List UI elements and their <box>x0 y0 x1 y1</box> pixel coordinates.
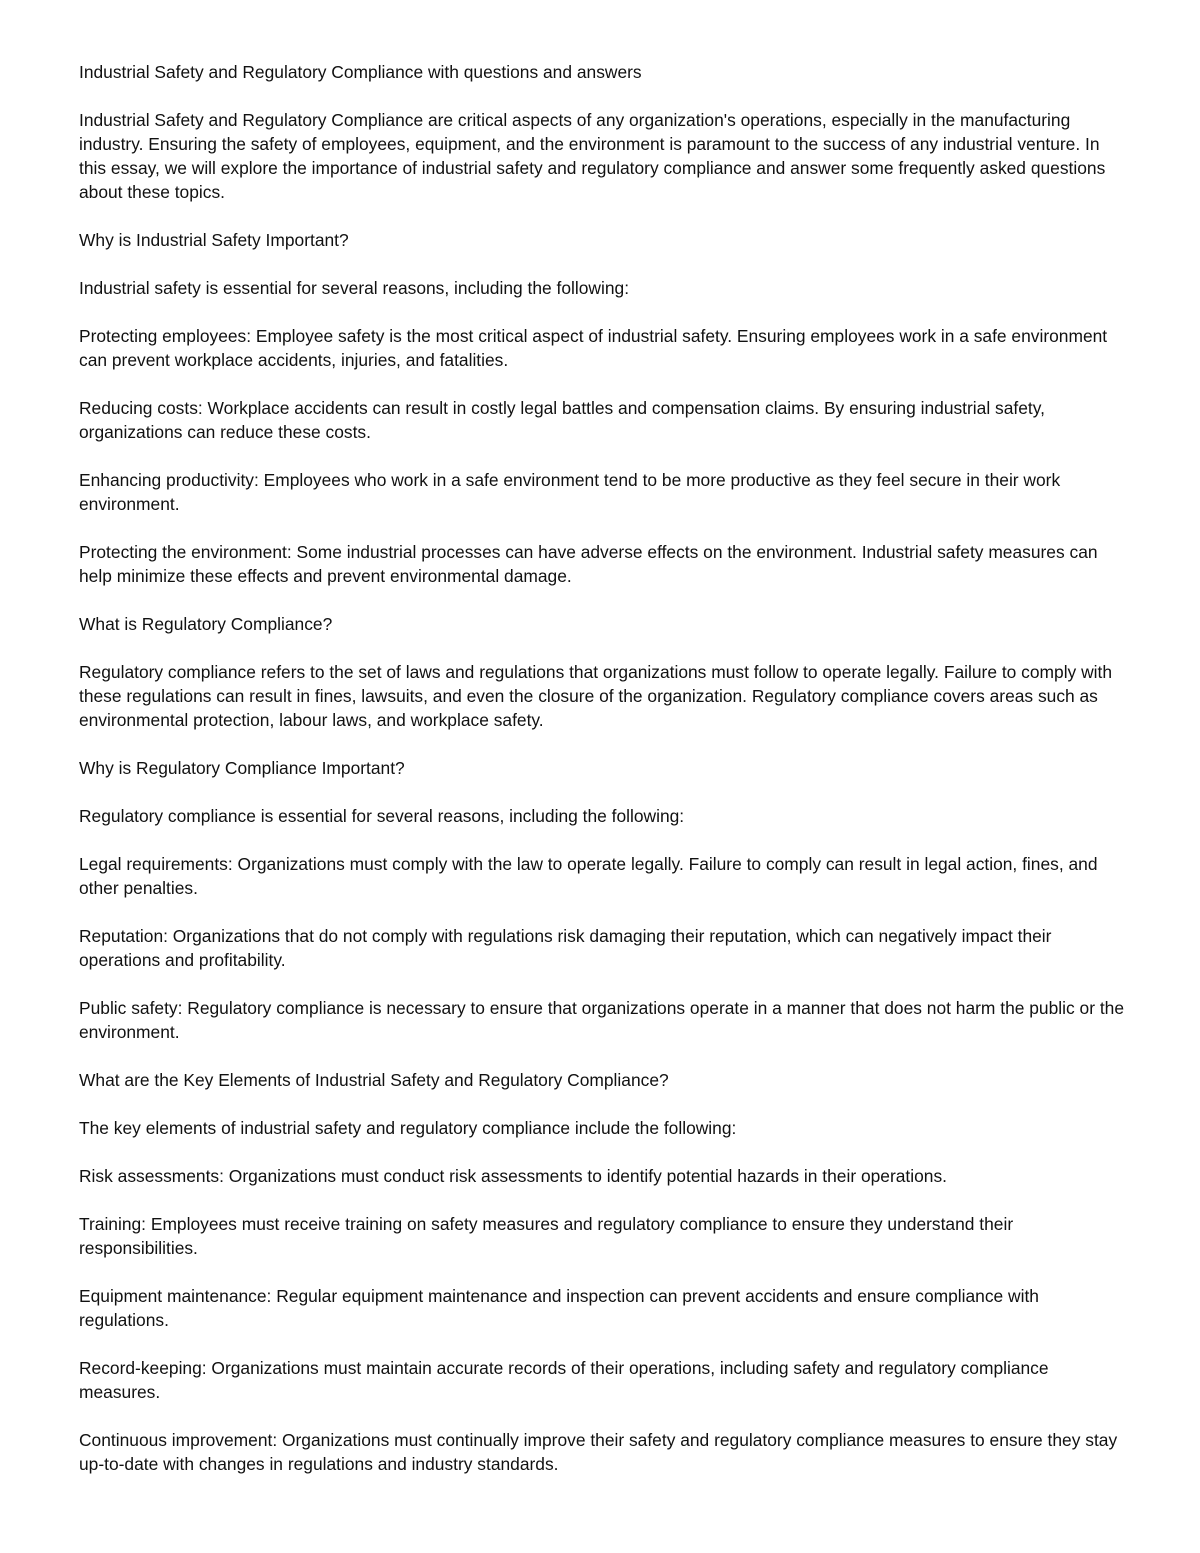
paragraph: Reducing costs: Workplace accidents can result in costly legal battles and compensation claims. By ensuring industrial safety, organizations can reduce these costs. <box>79 398 1045 442</box>
paragraph: Reputation: Organizations that do not comply with regulations risk damaging their reputation, which can negatively impact their operations and profitability. <box>79 926 1052 970</box>
paragraph: Legal requirements: Organizations must comply with the law to operate legally. Failure to comply can result in legal action, fines, and other penalties. <box>79 854 1098 898</box>
paragraph: Equipment maintenance: Regular equipment maintenance and inspection can prevent accidents and ensure compliance with regulations. <box>79 1286 1039 1330</box>
paragraph: The key elements of industrial safety and regulatory compliance include the following: <box>79 1118 737 1138</box>
section-heading-regulatory-compliance: What is Regulatory Compliance? <box>79 614 333 634</box>
paragraph: Enhancing productivity: Employees who work in a safe environment tend to be more productive as they feel secure in their work environment. <box>79 470 1061 514</box>
paragraph: Continuous improvement: Organizations must continually improve their safety and regulatory compliance measures to ensure they stay up-to-date with changes in regulations and industry standards. <box>79 1430 1118 1474</box>
paragraph: Public safety: Regulatory compliance is necessary to ensure that organizations operate in a manner that does not harm the public or the environment. <box>79 998 1124 1042</box>
paragraph: Protecting the environment: Some industrial processes can have adverse effects on the environment. Industrial safety measures can help minimize these effects and prevent environmental damage. <box>79 542 1098 586</box>
paragraph: Regulatory compliance refers to the set of laws and regulations that organizations must follow to operate legally. Failure to comply with these regulations can result in fines, lawsuits, and even the closure of the organization. Regulatory compliance covers areas such as environmental protection, labour laws, and workplace safety. <box>79 662 1113 730</box>
paragraph: Industrial safety is essential for several reasons, including the following: <box>79 278 630 298</box>
section-heading-industrial-safety: Why is Industrial Safety Important? <box>79 230 349 250</box>
paragraph: Training: Employees must receive training on safety measures and regulatory compliance to ensure they understand their responsibilities. <box>79 1214 1014 1258</box>
document-title: Industrial Safety and Regulatory Compliance with questions and answers <box>79 62 642 82</box>
section-heading-compliance-importance: Why is Regulatory Compliance Important? <box>79 758 405 778</box>
document-page <box>79 60 1124 1500</box>
paragraph: Regulatory compliance is essential for several reasons, including the following: <box>79 806 685 826</box>
paragraph: Record-keeping: Organizations must maintain accurate records of their operations, including safety and regulatory compliance measures. <box>79 1358 1049 1402</box>
intro-paragraph: Industrial Safety and Regulatory Compliance are critical aspects of any organization's operations, especially in the manufacturing industry. Ensuring the safety of employees, equipment, and the environment is paramount to the success of any industrial venture. In this essay, we will explore the importance of industrial safety and regulatory compliance and answer some frequently asked questions about these topics. <box>79 110 1106 202</box>
section-heading-key-elements: What are the Key Elements of Industrial Safety and Regulatory Compliance? <box>79 1070 669 1090</box>
paragraph: Protecting employees: Employee safety is the most critical aspect of industrial safety. Ensuring employees work in a safe environment can prevent workplace accidents, injuries, and fatalities. <box>79 326 1108 370</box>
paragraph: Risk assessments: Organizations must conduct risk assessments to identify potential hazards in their operations. <box>79 1166 947 1186</box>
